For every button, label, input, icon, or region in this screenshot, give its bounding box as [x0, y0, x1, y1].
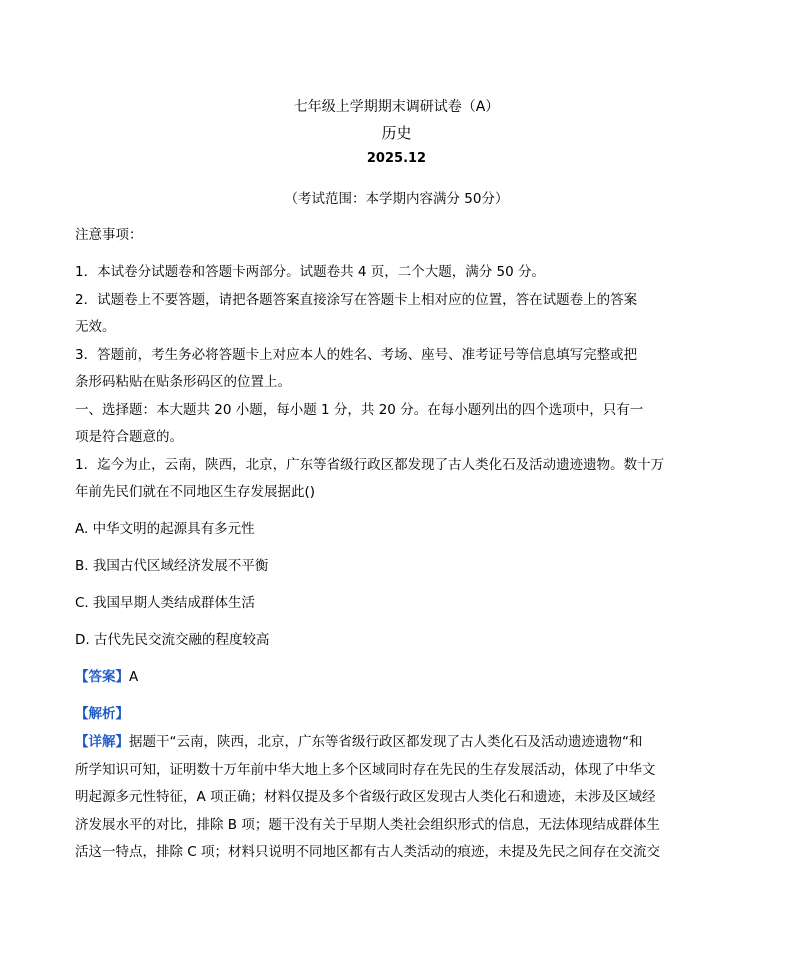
subject-title: 历史 [381, 124, 412, 142]
notice-item-2-line2: 无效。 [75, 319, 116, 335]
question-1-stem-line1: 1．迄今为止，云南，陕西，北京，广东等省级行政区都发现了古人类化石及活动遗迹遗物。数十万 [75, 457, 665, 473]
notice-item-1: 1．本试卷分试题卷和答题卡两部分。试题卷共 4 页，二个大题，满分 50 分。 [75, 264, 546, 280]
analysis-line [75, 705, 695, 723]
detail-line-2: 所学知识可知，证明数十万年前中华大地上多个区域同时存在先民的生存发展活动，体现了中华文 [75, 762, 656, 778]
detail-line-1 [75, 733, 695, 751]
answer-line [75, 668, 695, 686]
option-c: C. 我国早期人类结成群体生活 [75, 595, 256, 611]
answer-value: A [129, 669, 139, 685]
detail-line-3: 明起源多元性特征，A 项正确；材料仅提及多个省级行政区发现古人类化石和遗迹，未涉及区域经 [75, 789, 656, 805]
option-a: A. 中华文明的起源具有多元性 [75, 521, 255, 537]
exam-date: 2025.12 [366, 151, 427, 166]
notice-item-3-line2: 条形码粘贴在贴条形码区的位置上。 [75, 374, 291, 390]
detail-line-5: 活这一特点，排除 C 项；材料只说明不同地区都有古人类活动的痕迹，未提及先民之间存在交流交 [75, 844, 661, 860]
notice-item-2-line1: 2．试题卷上不要答题，请把各题答案直接涂写在答题卡上相对应的位置，答在试题卷上的答案 [75, 292, 638, 308]
detail-text-1: 据题干“云南，陕西，北京，广东等省级行政区都发现了古人类化石及活动遗迹遗物“和 [129, 734, 643, 750]
analysis-tag: 【解析】 [75, 706, 129, 722]
answer-tag: 【答案】 [75, 669, 129, 685]
detail-tag: 【详解】 [75, 734, 129, 750]
option-b: B. 我国古代区域经济发展不平衡 [75, 558, 269, 574]
notice-heading: 注意事项： [75, 227, 143, 243]
exam-scope: （考试范围：本学期内容满分 50分） [284, 191, 509, 207]
section-1-line2: 项是符合题意的。 [75, 429, 183, 445]
notice-item-3-line1: 3．答题前，考生务必将答题卡上对应本人的姓名、考场、座号、准考证号等信息填写完整或把 [75, 347, 638, 363]
question-1-stem-line2: 年前先民们就在不同地区生存发展据此() [75, 484, 316, 500]
section-1-line1: 一、选择题：本大题共 20 小题，每小题 1 分，共 20 分。在每小题列出的四个选项中，只有一 [75, 402, 644, 418]
detail-line-4: 济发展水平的对比，排除 B 项；题干没有关于早期人类社会组织形式的信息，无法体现结成群体生 [75, 817, 660, 833]
exam-title: 七年级上学期期末调研试卷（A） [293, 99, 500, 115]
option-d: D. 古代先民交流交融的程度较高 [75, 632, 270, 648]
